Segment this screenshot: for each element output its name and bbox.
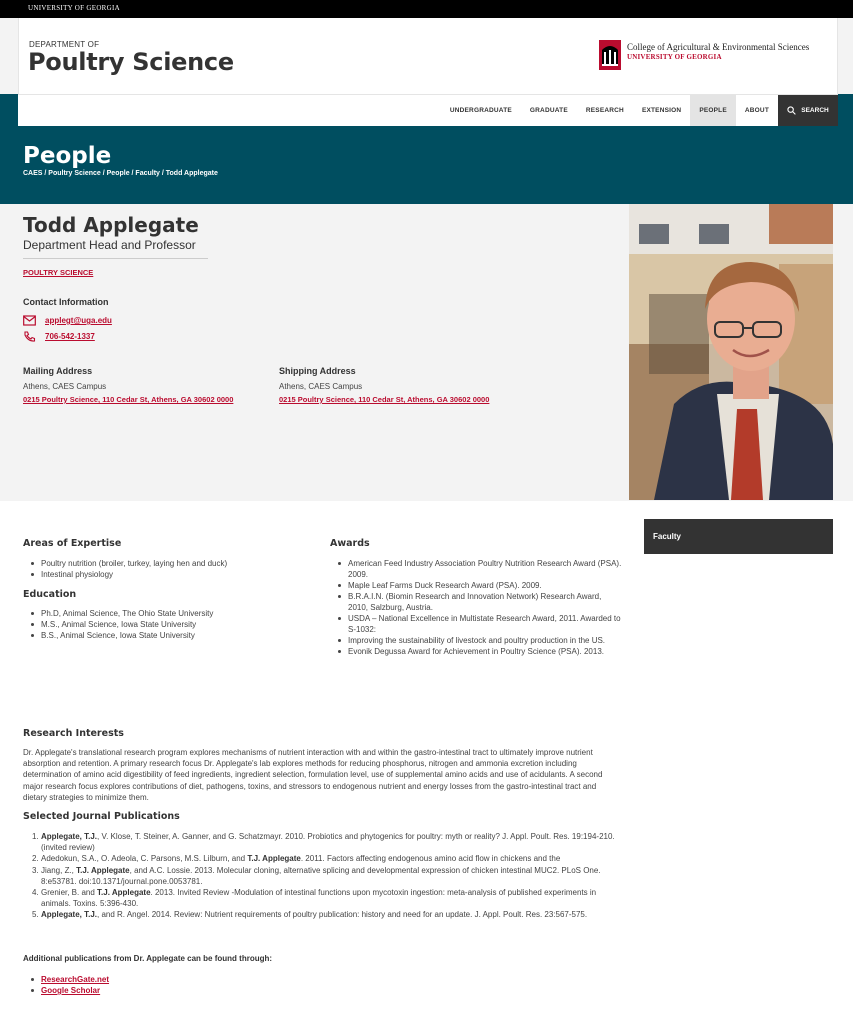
nav-item-about[interactable]: ABOUT — [744, 107, 769, 114]
shipping-address — [279, 366, 489, 404]
publication-text-pre: Adedokun, S.A., O. Adeola, C. Parsons, M.S. Lilburn, and — [41, 854, 248, 864]
education-item: B.S., Animal Science, Iowa State University — [23, 630, 213, 641]
publication-author-bold: T.J. Applegate — [76, 865, 130, 875]
site-header — [18, 18, 838, 94]
person-title: Department Head and Professor — [23, 238, 196, 252]
main-nav — [18, 94, 838, 126]
award-item: B.R.A.I.N. (Biomin Research and Innovation Network) Research Award, 2010, Salzburg, Austria. — [330, 591, 622, 613]
publication-item — [23, 909, 623, 920]
award-item: Improving the sustainability of livestock and poultry production in the US. — [330, 635, 622, 646]
envelope-icon — [23, 315, 36, 326]
research-heading: Research Interests — [23, 728, 124, 739]
phone-row — [23, 331, 95, 342]
publication-text-post: . 2011. Factors affecting endogenous amino acid flow in chickens and the — [300, 854, 561, 864]
publication-text-post: , V. Klose, T. Steiner, A. Ganner, and G. Schatzmayr. 2010. Probiotics and phytogenics for poultry: myth or reality? J. Appl. Poult. Res. 19:194-210. (invited review) — [41, 832, 615, 853]
page-title: People — [23, 143, 112, 169]
university-topbar — [0, 0, 853, 18]
publication-number: 2. — [32, 854, 39, 864]
publication-item — [23, 853, 623, 864]
phone-link[interactable]: 706-542-1337 — [45, 332, 95, 341]
email-row — [23, 315, 112, 326]
university-link[interactable]: UNIVERSITY OF GEORGIA — [28, 4, 120, 12]
publication-number: 1. — [32, 832, 39, 841]
research-text: Dr. Applegate's translational research program explores mechanisms of nutrient interaction with and within the gastro-intestinal tract to ultimately improve nutrient absorption and retention. A primary research focus Dr. Applegate's lab explores methods for reducing phosphorus, nitrogen and ammonia excretion including determination of amino acid digestibility of feed ingredients, ingredient selection, formulation level, use of supplemental amino acids and use of acidulants. A second major research focus explores contributions of diet, pathogens, toxins, and stressors to endogenous nutrient and energy losses from the gastro-intestinal tract and dietary strategies to minimize them. — [23, 748, 603, 802]
person-name: Todd Applegate — [23, 213, 199, 237]
award-item: Evonik Degussa Award for Achievement in Poultry Science (PSA). 2013. — [330, 646, 622, 657]
college-line1: College of Agricultural & Environmental Sciences — [627, 42, 810, 52]
awards-list — [330, 558, 622, 657]
award-item: American Feed Industry Association Poultry Nutrition Research Award (PSA). 2009. — [330, 558, 622, 580]
mailing-address-link[interactable]: 0215 Poultry Science, 110 Cedar St, Athens, GA 30602 0000 — [23, 395, 234, 404]
shipping-heading: Shipping Address — [279, 366, 356, 376]
sidebar-faculty[interactable] — [644, 519, 833, 554]
nav-item-research[interactable]: RESEARCH — [585, 107, 624, 114]
dept-label: DEPARTMENT OF — [29, 40, 100, 49]
external-links — [23, 974, 109, 996]
publication-text-pre: Jiang, Z., — [41, 865, 77, 875]
breadcrumb[interactable]: CAES / Poultry Science / People / Faculty / Todd Applegate — [23, 170, 218, 177]
contact-heading: Contact Information — [23, 297, 109, 307]
page-banner — [0, 126, 853, 204]
publication-list — [23, 831, 623, 921]
nav-item-undergraduate[interactable]: UNDERGRADUATE — [449, 107, 512, 114]
main-content — [0, 501, 853, 1024]
department-link[interactable]: POULTRY SCIENCE — [23, 268, 94, 277]
divider — [23, 258, 208, 259]
external-link-item-link[interactable]: ResearchGate.net — [41, 975, 110, 984]
publication-number: 3. — [32, 865, 39, 875]
uga-arch-logo[interactable] — [599, 40, 621, 70]
search-label: SEARCH — [801, 107, 829, 114]
education-heading: Education — [23, 589, 77, 600]
email-link[interactable]: applegt@uga.edu — [45, 316, 112, 325]
award-item: USDA – National Excellence in Multistate Research Award, 2011. Awarded to S-1032: — [330, 613, 622, 635]
education-list — [23, 608, 213, 641]
nav-item-graduate[interactable]: GRADUATE — [529, 107, 568, 114]
mailing-campus: Athens, CAES Campus — [23, 382, 107, 391]
nav-item-extension[interactable]: EXTENSION — [641, 107, 682, 114]
additional-pubs-label: Additional publications from Dr. Applegate can be found through: — [23, 954, 273, 963]
publication-author-bold: Applegate, T.J. — [41, 910, 98, 920]
expertise-item: Intestinal physiology — [23, 569, 227, 580]
shipping-campus: Athens, CAES Campus — [279, 382, 363, 391]
expertise-heading: Areas of Expertise — [23, 538, 122, 549]
publication-number: 4. — [32, 888, 39, 898]
publication-author-bold: T.J. Applegate — [97, 888, 151, 898]
publication-text-post: , and R. Angel. 2014. Review: Nutrient requirements of poultry publication: history and need for an update. J. Appl. Poult. Res. 23:567-575. — [97, 910, 588, 920]
phone-icon — [23, 331, 36, 342]
external-link-item — [23, 985, 109, 996]
shipping-address-link[interactable]: 0215 Poultry Science, 110 Cedar St, Athens, GA 30602 0000 — [279, 395, 490, 404]
mailing-heading: Mailing Address — [23, 366, 93, 376]
publications-heading: Selected Journal Publications — [23, 811, 180, 822]
education-item: Ph.D, Animal Science, The Ohio State University — [23, 608, 213, 619]
profile-photo — [629, 204, 833, 500]
search-icon — [787, 106, 796, 115]
publication-item — [23, 887, 623, 909]
expertise-list — [23, 558, 227, 580]
nav-list — [441, 95, 838, 126]
education-item: M.S., Animal Science, Iowa State University — [23, 619, 213, 630]
college-line2: UNIVERSITY OF GEORGIA — [627, 53, 722, 61]
award-item: Maple Leaf Farms Duck Research Award (PSA). 2009. — [330, 580, 622, 591]
nav-item-people[interactable]: PEOPLE — [690, 95, 736, 126]
publication-number: 5. — [32, 910, 39, 920]
unit-name[interactable]: Poultry Science — [28, 48, 234, 76]
expertise-item: Poultry nutrition (broiler, turkey, laying hen and duck) — [23, 558, 227, 569]
publication-author-bold: T.J. Applegate — [247, 854, 301, 864]
publication-item — [23, 831, 623, 853]
publication-text-post: , and A.C. Lossie. 2013. Molecular cloning, alternative splicing and developmental expression of chicken intestinal MUC2. PLoS One. 8:e53781. doi:10.1371/journal.pone.0053781. — [41, 865, 601, 886]
sidebar-faculty-label: Faculty — [653, 532, 682, 541]
publication-text-pre: Grenier, B. and — [41, 888, 98, 898]
publication-text-post: . 2013. Invited Review -Modulation of intestinal functions upon mycotoxin ingestion: meta-analysis of published experiments in animals. Toxins. 5:396-430. — [41, 888, 597, 909]
publication-author-bold: Applegate, T.J. — [41, 832, 98, 841]
publication-item — [23, 865, 623, 887]
external-link-item — [23, 974, 109, 985]
awards-heading: Awards — [330, 538, 370, 549]
search-button[interactable] — [778, 95, 838, 126]
mailing-address — [23, 366, 233, 404]
external-link-item-link[interactable]: Google Scholar — [41, 986, 101, 995]
college-name[interactable] — [627, 42, 809, 61]
